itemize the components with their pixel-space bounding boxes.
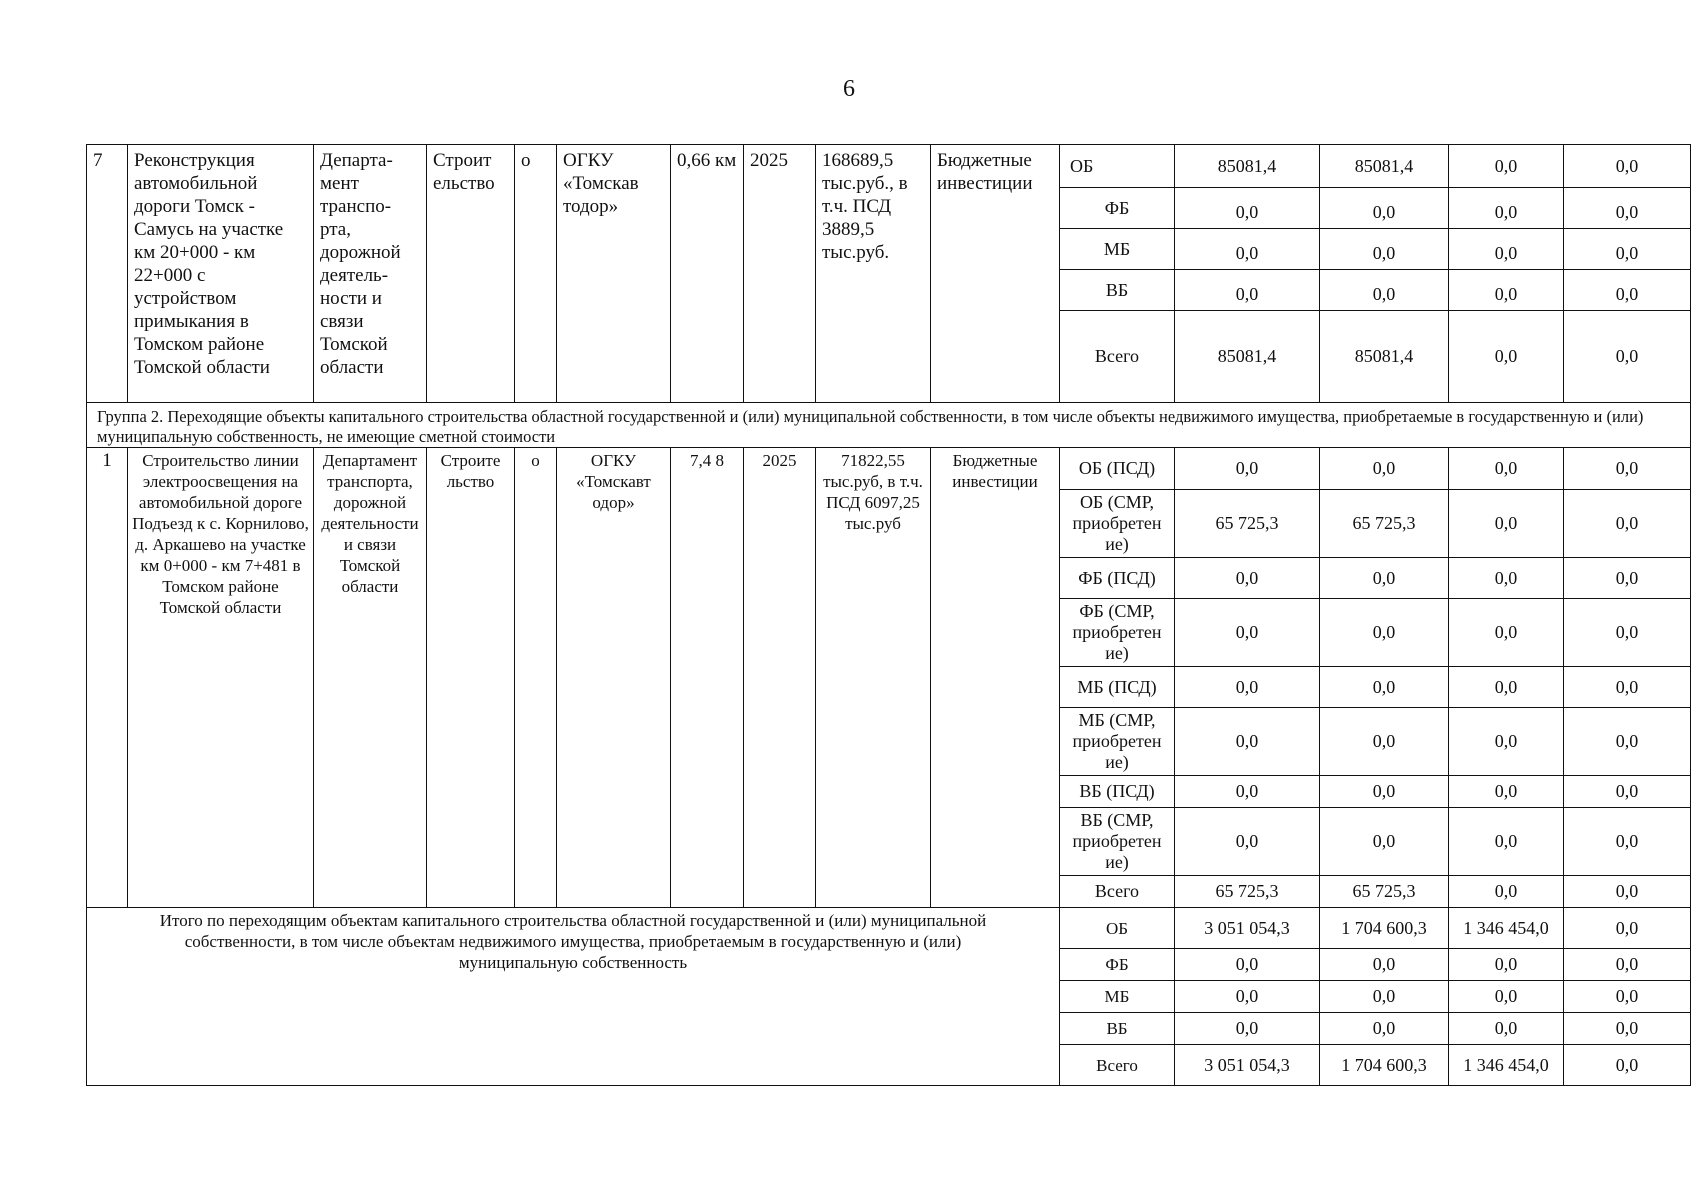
group-heading: Группа 2. Переходящие объекты капитального строительства областной государственной и (или) муниципальной собственности, в том числе объекты недвижимого имущества, приобретаемые в государственную и (или) муниципальную собственность, не имеющие сметной стоимости	[87, 403, 1691, 448]
page-number: 6	[843, 76, 855, 102]
value-cell: 0,0	[1175, 808, 1320, 876]
funding-source: ОБ	[1060, 145, 1175, 188]
group-heading-row	[87, 403, 1691, 448]
value-cell: 0,0	[1449, 949, 1564, 981]
value-cell: 0,0	[1320, 270, 1449, 311]
value-cell: 0,0	[1564, 270, 1691, 311]
object-name: Строительство линии электроосвещения на автомобильной дороге Подъезд к с. Корнилово, д. Аркашево на участке км 0+000 - км 7+481 в Томском районе Томской области	[128, 448, 314, 908]
value-cell: 0,0	[1449, 708, 1564, 776]
value-cell: 1 704 600,3	[1320, 1045, 1449, 1086]
value-cell: 0,0	[1564, 708, 1691, 776]
executor: ОГКУ «Томскав тодор»	[557, 145, 671, 403]
value-cell: 65 725,3	[1320, 876, 1449, 908]
funding-source: Всего	[1060, 1045, 1175, 1086]
value-cell: 0,0	[1320, 949, 1449, 981]
value-cell: 0,0	[1449, 599, 1564, 667]
value-cell: 0,0	[1175, 448, 1320, 490]
value-cell: 1 346 454,0	[1449, 908, 1564, 949]
value-cell: 0,0	[1449, 876, 1564, 908]
value-cell: 3 051 054,3	[1175, 1045, 1320, 1086]
estimated-cost: 71822,55 тыс.руб, в т.ч. ПСД 6097,25 тыс.руб	[816, 448, 931, 908]
funding-source: ОБ (ПСД)	[1060, 448, 1175, 490]
value-cell: 0,0	[1175, 949, 1320, 981]
value-cell: 0,0	[1564, 949, 1691, 981]
value-cell: 0,0	[1320, 599, 1449, 667]
value-cell: 3 051 054,3	[1175, 908, 1320, 949]
value-cell: 0,0	[1175, 776, 1320, 808]
value-cell: 0,0	[1449, 270, 1564, 311]
value-cell: 0,0	[1564, 558, 1691, 599]
value-cell: 0,0	[1175, 229, 1320, 270]
value-cell: 0,0	[1449, 558, 1564, 599]
value-cell: 0,0	[1449, 448, 1564, 490]
funding-source: ВБ	[1060, 1013, 1175, 1045]
value-cell: 0,0	[1564, 808, 1691, 876]
value-cell: 65 725,3	[1175, 876, 1320, 908]
value-cell: 0,0	[1564, 667, 1691, 708]
value-cell: 0,0	[1175, 667, 1320, 708]
value-cell: 0,0	[1449, 808, 1564, 876]
value-cell: 0,0	[1449, 1013, 1564, 1045]
funding-source: МБ (ПСД)	[1060, 667, 1175, 708]
work-type: Строит ельство	[427, 145, 515, 403]
value-cell: 0,0	[1175, 188, 1320, 229]
capacity: 7,4 8	[671, 448, 744, 908]
value-cell: 85081,4	[1175, 145, 1320, 188]
value-cell: 0,0	[1449, 229, 1564, 270]
object-name: Реконструкция автомобильной дороги Томск - Самусь на участке км 20+000 - км 22+000 с устройством примыкания в Томском районе Томской области	[128, 145, 314, 403]
value-cell: 0,0	[1564, 599, 1691, 667]
value-cell: 85081,4	[1175, 311, 1320, 403]
value-cell: 0,0	[1449, 490, 1564, 558]
funding-source: ВБ (ПСД)	[1060, 776, 1175, 808]
value-cell: 0,0	[1564, 311, 1691, 403]
value-cell: 0,0	[1175, 981, 1320, 1013]
value-cell: 0,0	[1320, 229, 1449, 270]
value-cell: 0,0	[1564, 776, 1691, 808]
value-cell: 0,0	[1449, 667, 1564, 708]
value-cell: 0,0	[1320, 981, 1449, 1013]
table-row	[87, 448, 1691, 490]
customer: Департамент транспорта, дорожной деятельности и связи Томской области	[314, 448, 427, 908]
value-cell: 0,0	[1564, 145, 1691, 188]
table-row	[87, 145, 1691, 188]
funding-source: Всего	[1060, 311, 1175, 403]
value-cell: 0,0	[1175, 599, 1320, 667]
capacity: 0,66 км	[671, 145, 744, 403]
value-cell: 0,0	[1175, 708, 1320, 776]
value-cell: 0,0	[1320, 188, 1449, 229]
funding-source: Всего	[1060, 876, 1175, 908]
year: 2025	[744, 145, 816, 403]
investment-table	[86, 144, 1691, 1086]
funding-source: МБ	[1060, 229, 1175, 270]
value-cell: 0,0	[1564, 981, 1691, 1013]
funding-source: ВБ (СМР, приобретен ие)	[1060, 808, 1175, 876]
value-cell: 0,0	[1320, 667, 1449, 708]
value-cell: 0,0	[1564, 490, 1691, 558]
estimated-cost: 168689,5 тыс.руб., в т.ч. ПСД 3889,5 тыс.руб.	[816, 145, 931, 403]
value-cell: 65 725,3	[1320, 490, 1449, 558]
work-type: Строите льство	[427, 448, 515, 908]
value-cell: 0,0	[1320, 558, 1449, 599]
value-cell: 0,0	[1320, 808, 1449, 876]
flag: о	[515, 145, 557, 403]
value-cell: 0,0	[1320, 776, 1449, 808]
funding-source: МБ (СМР, приобретен ие)	[1060, 708, 1175, 776]
funding-source: ВБ	[1060, 270, 1175, 311]
investment-form: Бюджетные инвестиции	[931, 145, 1060, 403]
funding-source: ФБ	[1060, 949, 1175, 981]
value-cell: 85081,4	[1320, 311, 1449, 403]
value-cell: 0,0	[1564, 908, 1691, 949]
value-cell: 0,0	[1449, 145, 1564, 188]
funding-source: ФБ (ПСД)	[1060, 558, 1175, 599]
flag: о	[515, 448, 557, 908]
value-cell: 0,0	[1175, 558, 1320, 599]
value-cell: 65 725,3	[1175, 490, 1320, 558]
funding-source: МБ	[1060, 981, 1175, 1013]
value-cell: 0,0	[1320, 1013, 1449, 1045]
value-cell: 0,0	[1564, 1013, 1691, 1045]
funding-source: ОБ (СМР, приобретен ие)	[1060, 490, 1175, 558]
funding-source: ОБ	[1060, 908, 1175, 949]
funding-source: ФБ	[1060, 188, 1175, 229]
customer: Департа-мент транспо-рта, дорожной деятель-ности и связи Томской области	[314, 145, 427, 403]
value-cell: 1 346 454,0	[1449, 1045, 1564, 1086]
value-cell: 0,0	[1175, 270, 1320, 311]
value-cell: 0,0	[1449, 776, 1564, 808]
value-cell: 85081,4	[1320, 145, 1449, 188]
value-cell: 0,0	[1564, 188, 1691, 229]
value-cell: 0,0	[1320, 708, 1449, 776]
row-number: 7	[87, 145, 128, 403]
value-cell: 0,0	[1320, 448, 1449, 490]
row-number: 1	[87, 448, 128, 908]
executor: ОГКУ «Томскавт одор»	[557, 448, 671, 908]
value-cell: 0,0	[1449, 188, 1564, 229]
value-cell: 1 704 600,3	[1320, 908, 1449, 949]
year: 2025	[744, 448, 816, 908]
investment-form: Бюджетные инвестиции	[931, 448, 1060, 908]
total-label: Итого по переходящим объектам капитального строительства областной государственной и (или) муниципальной собственности, в том числе объектам недвижимого имущества, приобретаемым в государственную и (или) муниципальную собственность	[87, 908, 1060, 1086]
value-cell: 0,0	[1564, 1045, 1691, 1086]
value-cell: 0,0	[1564, 229, 1691, 270]
funding-source: ФБ (СМР, приобретен ие)	[1060, 599, 1175, 667]
value-cell: 0,0	[1175, 1013, 1320, 1045]
total-row	[87, 908, 1691, 949]
value-cell: 0,0	[1449, 981, 1564, 1013]
value-cell: 0,0	[1449, 311, 1564, 403]
value-cell: 0,0	[1564, 448, 1691, 490]
value-cell: 0,0	[1564, 876, 1691, 908]
